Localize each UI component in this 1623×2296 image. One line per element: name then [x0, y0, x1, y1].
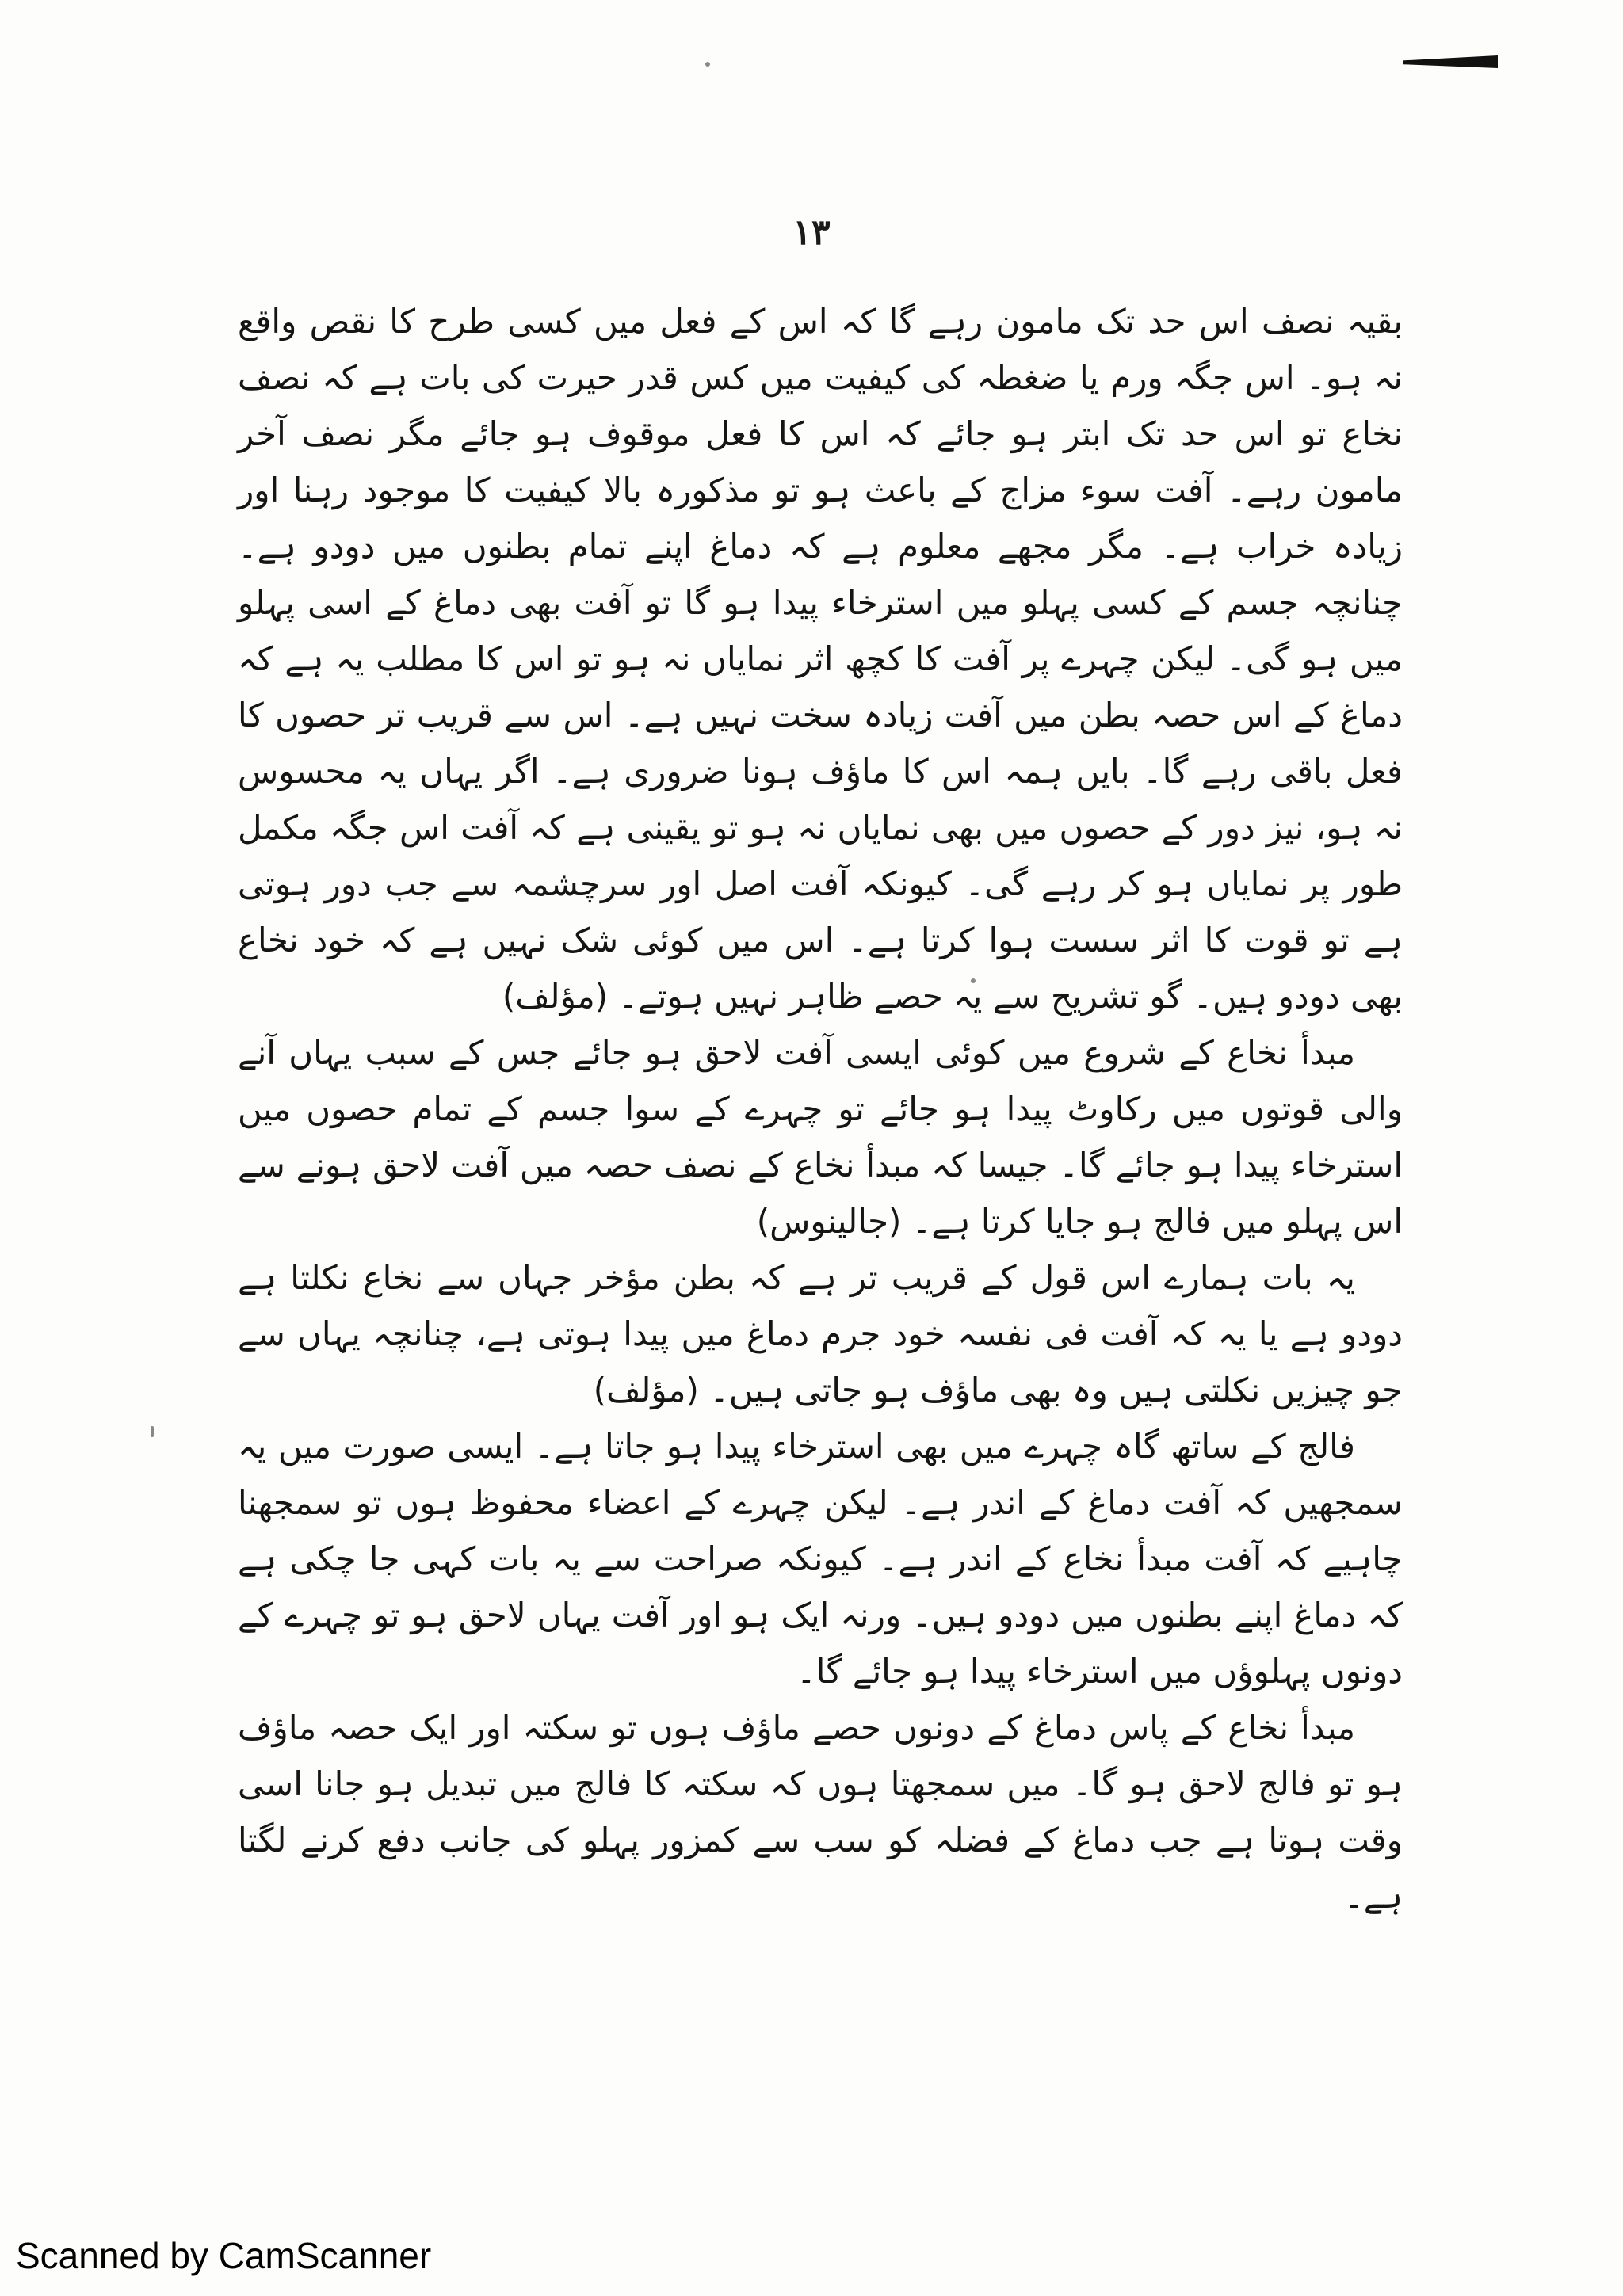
paragraph-3: یہ بات ہمارے اس قول کے قریب تر ہے کہ بطن مؤخر جہاں سے نخاع نکلتا ہے دودو ہے یا یہ کہ آفت فی نفسہ خود جرم دماغ میں پیدا ہوتی ہے، چنانچہ یہاں سے جو چیزیں نکلتی ہیں وہ بھی ماؤف ہو جاتی ہیں۔ (مؤلف)	[238, 1258, 1403, 1409]
paragraph-4: فالج کے ساتھ گاہ چہرے میں بھی استرخاء پیدا ہو جاتا ہے۔ ایسی صورت میں یہ سمجھیں کہ آفت دماغ کے اندر ہے۔ لیکن چہرے کے اعضاء محفوظ ہوں تو سمجھنا چاہیے کہ آفت مبدأ نخاع کے اندر ہے۔ کیونکہ صراحت سے یہ بات کہی جا چکی ہے کہ دماغ اپنے بطنوں میں دودو ہیں۔ ورنہ ایک ہو اور آفت یہاں لاحق ہو تو چہرے کے دونوں پہلوؤں میں استرخاء پیدا ہو جائے گا۔	[238, 1427, 1403, 1691]
scan-speck	[705, 62, 710, 67]
scan-speck	[151, 1426, 154, 1437]
paragraph-5: مبدأ نخاع کے پاس دماغ کے دونوں حصے ماؤف ہوں تو سکتہ اور ایک حصہ ماؤف ہو تو فالج لاحق ہو گا۔ میں سمجھتا ہوں کہ سکتہ کا فالج میں تبدیل ہو جانا اسی وقت ہوتا ہے جب دماغ کے فضلہ کو سب سے کمزور پہلو کی جانب دفع کرنے لگتا ہے۔	[238, 1708, 1403, 1916]
paragraph-1: بقیہ نصف اس حد تک مامون رہے گا کہ اس کے فعل میں کسی طرح کا نقص واقع نہ ہو۔ اس جگہ ورم یا ضغطہ کی کیفیت میں کس قدر حیرت کی بات ہے کہ نصف نخاع تو اس حد تک ابتر ہو جائے کہ اس کا فعل موقوف ہو جائے مگر نصف آخر مامون رہے۔ آفت سوء مزاج کے باعث ہو تو مذکورہ بالا کیفیت کا موجود رہنا اور زیادہ خراب ہے۔ مگر مجھے معلوم ہے کہ دماغ اپنے تمام بطنوں میں دودو ہے۔ چنانچہ جسم کے کسی پہلو میں استرخاء پیدا ہو گا تو آفت بھی دماغ کے اسی پہلو میں ہو گی۔ لیکن چہرے پر آفت کا کچھ اثر نمایاں نہ ہو تو اس کا مطلب یہ ہے کہ دماغ کے اس حصہ بطن میں آفت زیادہ سخت نہیں ہے۔ اس سے قریب تر حصوں کا فعل باقی رہے گا۔ بایں ہمہ اس کا ماؤف ہونا ضروری ہے۔ اگر یہاں یہ محسوس نہ ہو، نیز دور کے حصوں میں بھی نمایاں نہ ہو تو یقینی ہے کہ آفت اس جگہ مکمل طور پر نمایاں ہو کر رہے گی۔ کیونکہ آفت اصل اور سرچشمہ سے جب دور ہوتی ہے تو قوت کا اثر سست ہوا کرتا ہے۔ اس میں کوئی شک نہیں ہے کہ خود نخاع بھی دودو ہیں۔ گو تشریح سے یہ حصے ظاہر نہیں ہوتے۔ (مؤلف)	[238, 302, 1403, 1016]
paragraph-2: مبدأ نخاع کے شروع میں کوئی ایسی آفت لاحق ہو جائے جس کے سبب یہاں آنے والی قوتوں میں رکاوٹ پیدا ہو جائے تو چہرے کے سوا جسم کے تمام حصوں میں استرخاء پیدا ہو جائے گا۔ جیسا کہ مبدأ نخاع کے نصف حصہ میں آفت لاحق ہونے سے اس پہلو میں فالج ہو جایا کرتا ہے۔ (جالینوس)	[238, 1033, 1403, 1241]
camscanner-footer: Scanned by CamScanner	[16, 2235, 432, 2276]
scan-edge-mark	[1403, 55, 1498, 68]
body-text	[238, 293, 1403, 1924]
page-number: ۱۳	[792, 212, 831, 253]
